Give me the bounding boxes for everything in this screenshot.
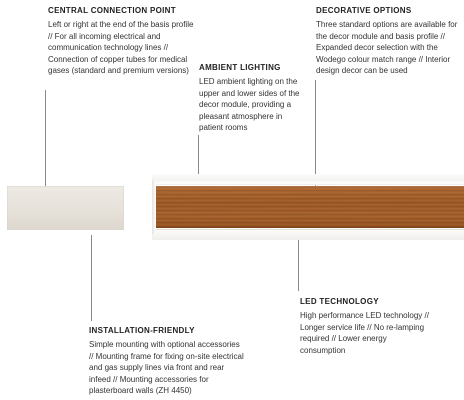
callout-led-technology (300, 297, 430, 356)
callout-title: AMBIENT LIGHTING (199, 63, 281, 72)
callout-description: Three standard options are available for the decor module and basis profile // Expanded decor selection with the Wodego colour match range // Interior design decor can be used (316, 20, 458, 76)
callout-title: INSTALLATION-FRIENDLY (89, 326, 195, 335)
leader-line-installation (91, 235, 92, 321)
callout-description: High performance LED technology // Longer service life // No re-lamping required // Lower energy consumption (300, 311, 429, 355)
decor-module-end-cap (152, 180, 156, 234)
wood-decor-panel (156, 186, 464, 228)
callout-title: LED TECHNOLOGY (300, 297, 379, 306)
callout-title: CENTRAL CONNECTION POINT (48, 6, 176, 15)
callout-description: Simple mounting with optional accessories // Mounting frame for fixing on-site electrical and gas supply lines via front and rear infeed // Mounting accessories for plasterboard walls (ZH 4450) (89, 340, 244, 396)
lower-light-rail (152, 230, 464, 240)
callout-ambient-lighting (199, 63, 301, 134)
callout-installation-friendly (89, 326, 244, 397)
leader-line-led-technology (298, 231, 299, 291)
callout-description: Left or right at the end of the basis profile // For all incoming electrical and communication technology lines // Connection of copper tubes for medical gases (standard and premium versions) (48, 20, 194, 76)
callout-decorative-options (316, 6, 461, 77)
callout-central-connection-point (48, 6, 198, 77)
callout-description: LED ambient lighting on the upper and lower sides of the decor module, providing a pleasant atmosphere in patient rooms (199, 77, 300, 133)
leader-line-ambient-lighting (198, 135, 199, 177)
callout-title: DECORATIVE OPTIONS (316, 6, 412, 15)
basis-profile-connection-box (7, 186, 124, 230)
decor-module (152, 174, 464, 240)
